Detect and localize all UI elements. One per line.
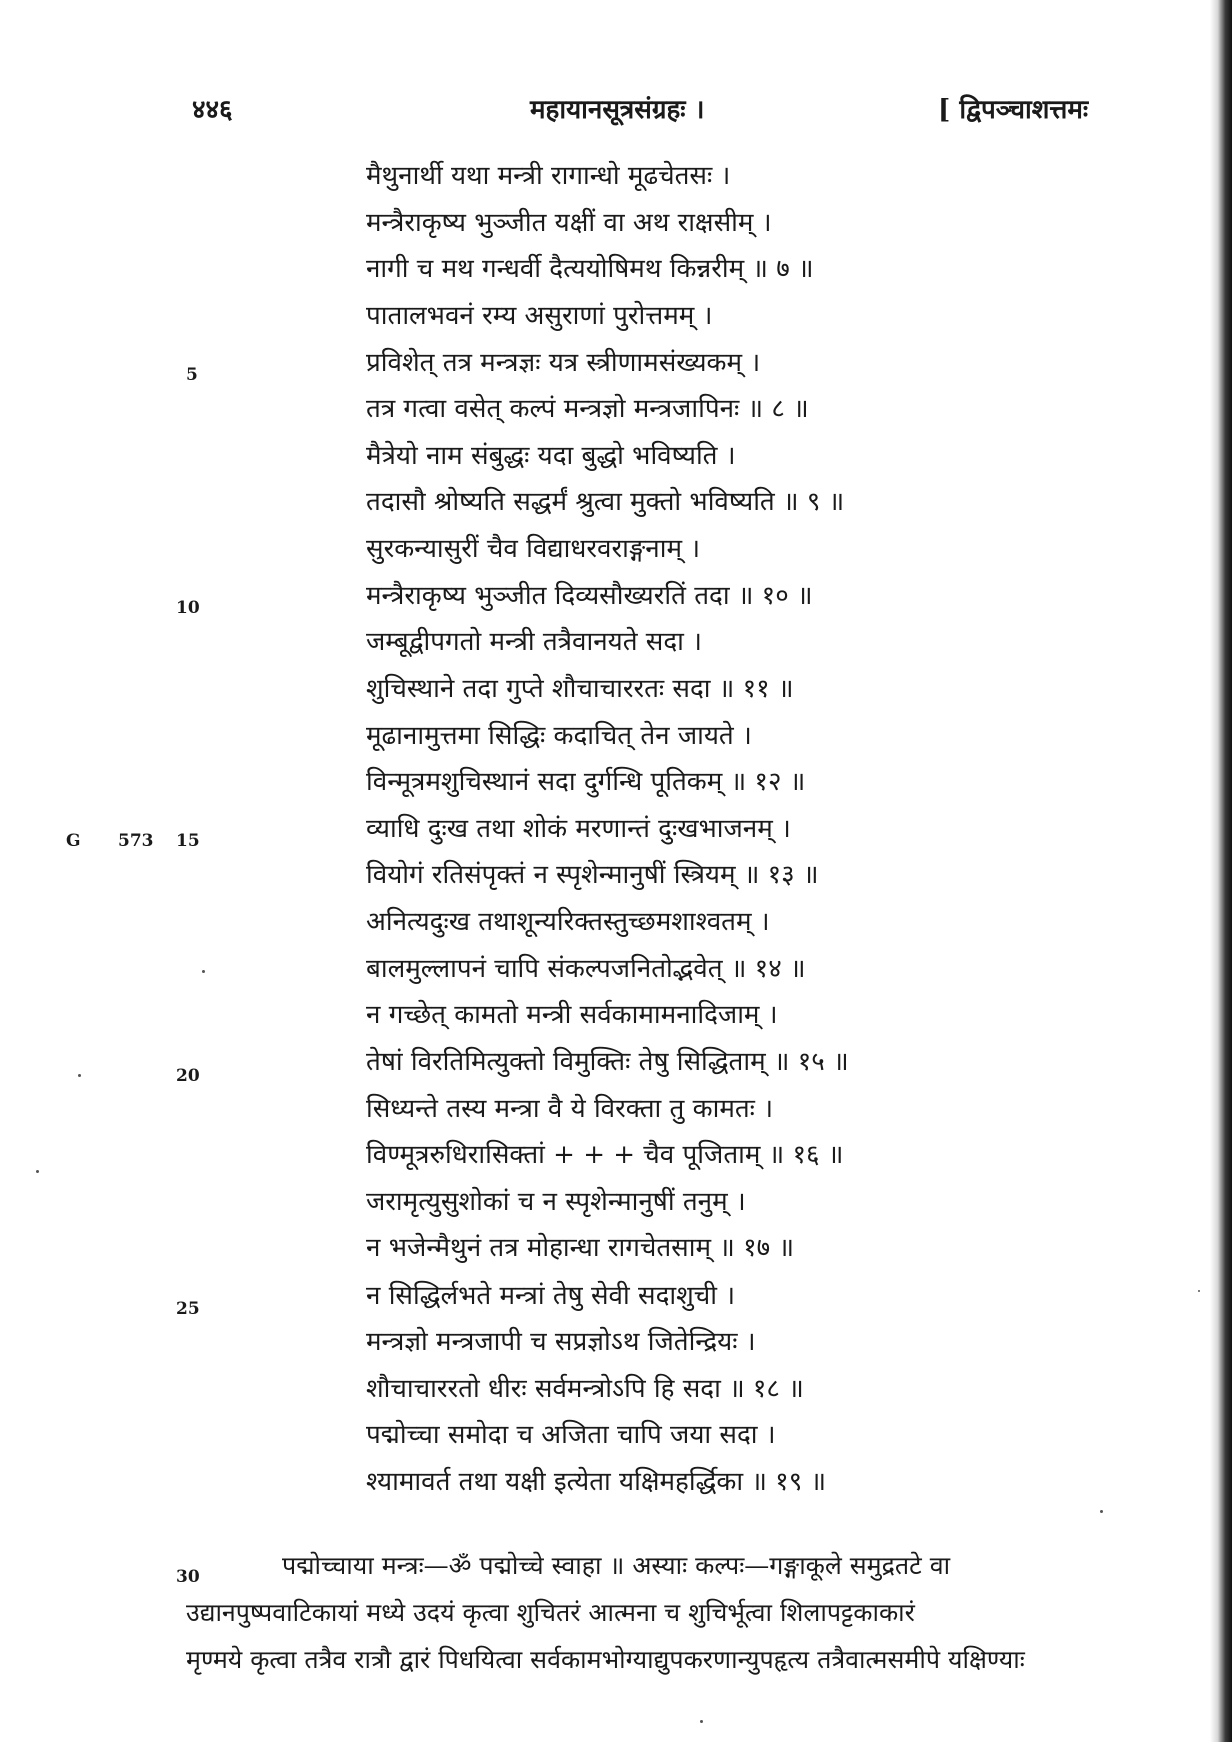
verse-line: न भजेन्मैथुनं तत्र मोहान्धा रागचेतसाम् ॥ १७ ॥ xyxy=(366,1233,795,1263)
verse-line: विन्मूत्रमशुचिस्थानं सदा दुर्गन्धि पूतिकम् ॥ १२ ॥ xyxy=(366,767,806,797)
prose-line: पद्मोच्चाया मन्त्रः—ॐ पद्मोच्चे स्वाहा ॥ अस्याः कल्पः—गङ्गाकूले समुद्रतटे वा xyxy=(282,1551,951,1580)
margin-line-number-20: 20 xyxy=(176,1066,200,1086)
page-header xyxy=(0,90,1232,130)
verse-line: श्यामावर्त तथा यक्षी इत्येता यक्षिमहर्द्धिका ॥ १९ ॥ xyxy=(366,1467,827,1497)
verse-line: नागी च मथ गन्धर्वी दैत्ययोषिमथ किन्नरीम् ॥ ७ ॥ xyxy=(366,254,814,284)
verse-line: मन्त्रैराकृष्य भुञ्जीत दिव्यसौख्यरतिं तदा ॥ १० ॥ xyxy=(366,581,813,611)
verse-line: बालमुल्लापनं चापि संकल्पजनितोद्भवेत् ॥ १४ ॥ xyxy=(366,954,806,984)
verse-line: न गच्छेत् कामतो मन्त्री सर्वकामामनादिजाम् । xyxy=(366,1000,778,1030)
scan-speck xyxy=(1100,1510,1103,1513)
scan-speck xyxy=(700,1720,703,1723)
verse-line: शुचिस्थाने तदा गुप्ते शौचाचाररतः सदा ॥ ११ ॥ xyxy=(366,674,794,704)
margin-line-number-15: 15 xyxy=(176,831,200,851)
verse-line: मन्त्रैराकृष्य भुञ्जीत यक्षीं वा अथ राक्षसीम् । xyxy=(366,208,772,238)
verse-line: पातालभवनं रम्य असुराणां पुरोत्तमम् । xyxy=(366,301,713,331)
verse-line: मन्त्रज्ञो मन्त्रजापी च सप्रज्ञोऽथ जितेन्द्रियः । xyxy=(366,1327,756,1357)
margin-line-number-30: 30 xyxy=(176,1567,200,1587)
verse-line: जम्बूद्वीपगतो मन्त्री तत्रैवानयते सदा । xyxy=(366,627,703,657)
verse-line: सिध्यन्ते तस्य मन्त्रा वै ये विरक्ता तु कामतः । xyxy=(366,1094,774,1124)
running-title: महायानसूत्रसंग्रहः । xyxy=(530,95,705,125)
scan-speck xyxy=(78,1074,81,1077)
verse-line: शौचाचाररतो धीरः सर्वमन्त्रोऽपि हि सदा ॥ १८ ॥ xyxy=(366,1374,804,1404)
verse-line: व्याधि दुःख तथा शोकं मरणान्तं दुःखभाजनम् । xyxy=(366,814,791,844)
margin-line-number-10: 10 xyxy=(176,598,200,618)
verse-line: न सिद्धिर्लभते मन्त्रां तेषु सेवी सदाशुची । xyxy=(366,1281,736,1311)
verse-line: मैत्रेयो नाम संबुद्धः यदा बुद्धो भविष्यति । xyxy=(366,441,736,471)
prose-line: उद्यानपुष्पवाटिकायां मध्ये उदयं कृत्वा शुचितरं आत्मना च शुचिर्भूत्वा शिलापट्टकाकारं xyxy=(186,1598,915,1627)
verse-line: विण्मूत्ररुधिरासिक्तां + + + चैव पूजिताम् ॥ १६ ॥ xyxy=(366,1140,844,1170)
section-label: [ द्विपञ्चाशत्तमः xyxy=(938,95,1089,125)
prose-line: मृण्मये कृत्वा तत्रैव रात्रौ द्वारं पिधयित्वा सर्वकामभोग्याद्युपकरणान्युपहृत्य तत्रैवात्मसमीपे यक्षिण्याः xyxy=(186,1645,1025,1674)
scan-speck xyxy=(36,1170,39,1173)
margin-reference-g: G xyxy=(66,831,81,851)
book-spine-shadow xyxy=(1210,0,1232,1742)
verse-line: पद्मोच्चा समोदा च अजिता चापि जया सदा । xyxy=(366,1420,776,1450)
verse-line: सुरकन्यासुरीं चैव विद्याधरवराङ्गनाम् । xyxy=(366,534,701,564)
verse-line: अनित्यदुःख तथाशून्यरिक्तस्तुच्छमशाश्वतम् । xyxy=(366,907,770,937)
verse-line: तेषां विरतिमित्युक्तो विमुक्तिः तेषु सिद्धिताम् ॥ १५ ॥ xyxy=(366,1047,849,1077)
verse-line: तत्र गत्वा वसेत् कल्पं मन्त्रज्ञो मन्त्रजापिनः ॥ ८ ॥ xyxy=(366,394,809,424)
margin-line-number-25: 25 xyxy=(176,1299,200,1319)
verse-line: मूढानामुत्तमा सिद्धिः कदाचित् तेन जायते । xyxy=(366,721,752,751)
page-number: ४४६ xyxy=(192,95,233,125)
scan-speck xyxy=(202,970,205,973)
verse-line: मैथुनार्थी यथा मन्त्री रागान्धो मूढचेतसः । xyxy=(366,161,731,191)
verse-line: जरामृत्युसुशोकां च न स्पृशेन्मानुषीं तनुम् । xyxy=(366,1187,746,1217)
scan-speck xyxy=(1198,1290,1200,1292)
margin-line-number-5: 5 xyxy=(186,365,198,385)
margin-reference-page: 573 xyxy=(118,831,154,851)
verse-line: वियोगं रतिसंपृक्तं न स्पृशेन्मानुषीं स्त्रियम् ॥ १३ ॥ xyxy=(366,860,819,890)
verse-line: प्रविशेत् तत्र मन्त्रज्ञः यत्र स्त्रीणामसंख्यकम् । xyxy=(366,348,761,378)
verse-line: तदासौ श्रोष्यति सद्धर्मं श्रुत्वा मुक्तो भविष्यति ॥ ९ ॥ xyxy=(366,487,845,517)
